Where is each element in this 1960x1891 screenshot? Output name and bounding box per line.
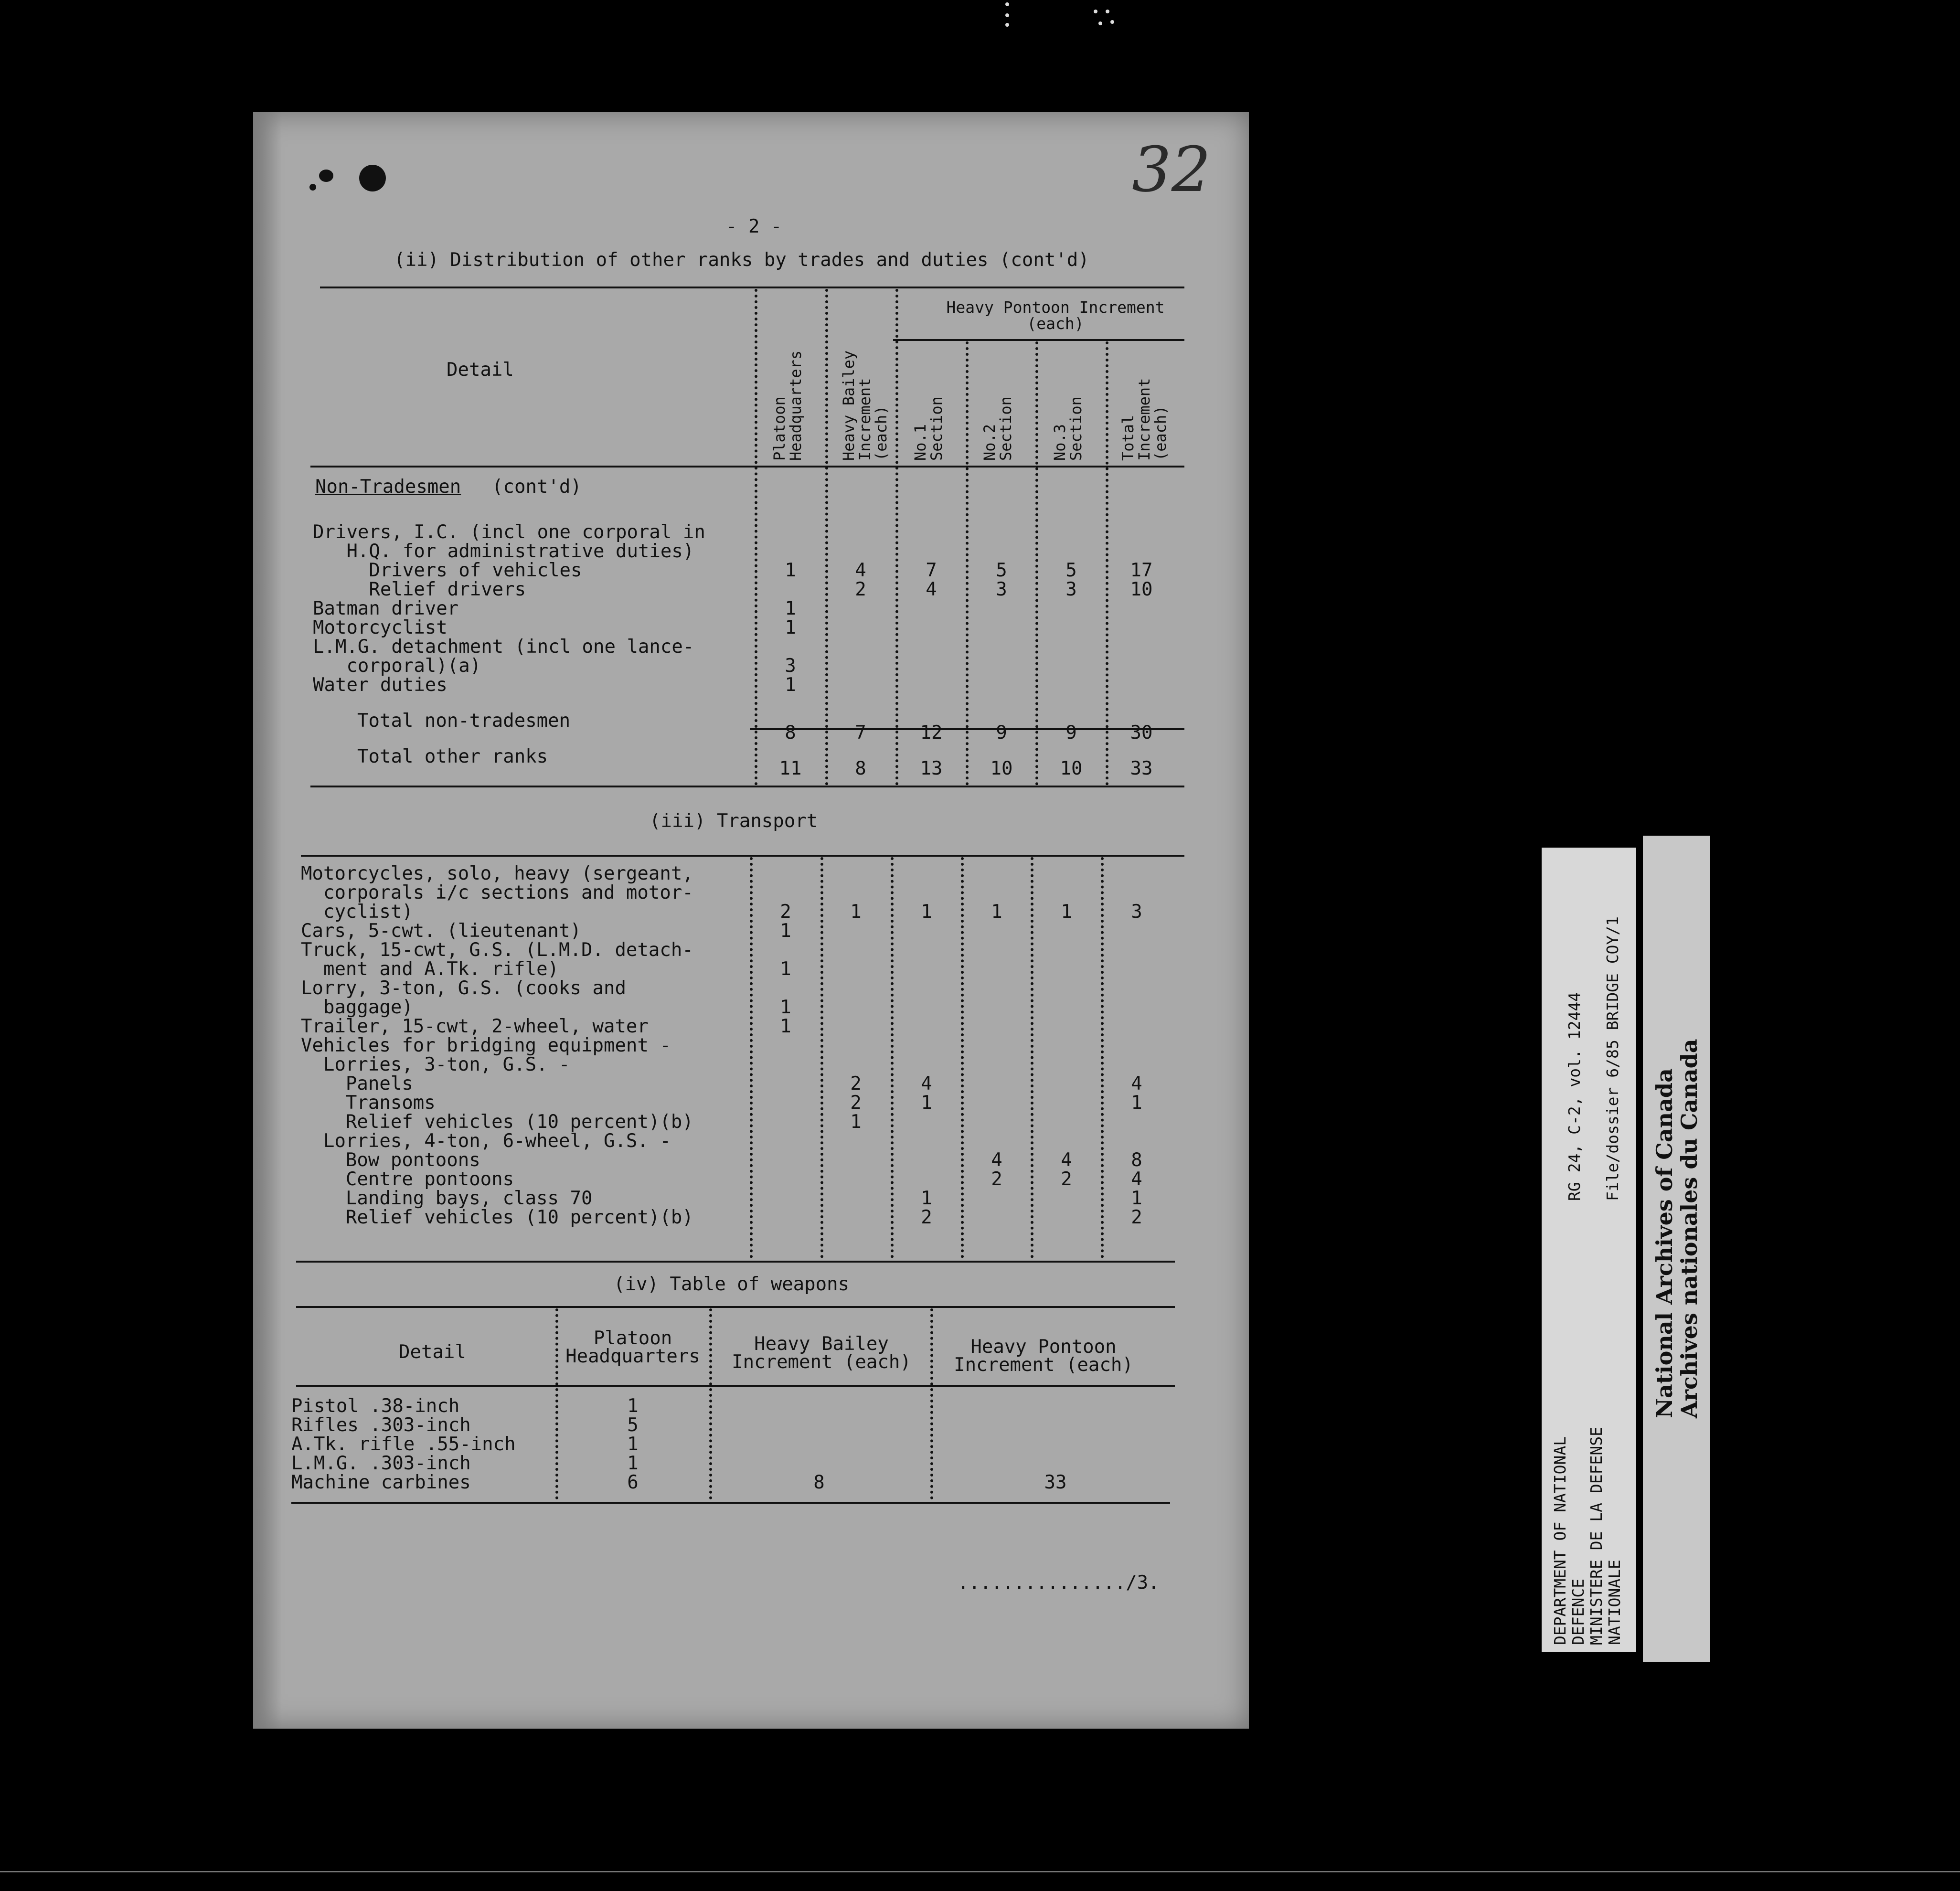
- column-divider: [966, 341, 969, 786]
- total-nt-s3: 9: [1065, 722, 1077, 744]
- stamp-line2: Archives nationales du Canada: [1676, 1039, 1702, 1418]
- weapons-header-hq-2: Headquarters: [565, 1346, 700, 1367]
- row-label: L.M.G. detachment (incl one lance-: [313, 636, 694, 658]
- cell-s2: 2: [991, 1169, 1002, 1190]
- cell-s3: 4: [1061, 1149, 1072, 1171]
- cell-s2: 4: [991, 1149, 1002, 1171]
- table-rule: [310, 466, 1184, 467]
- total-or-total: 33: [1130, 758, 1153, 779]
- label-line2: DEFENCE: [1569, 1578, 1587, 1645]
- header-no1-section: No.1 Section: [911, 396, 946, 461]
- column-divider: [930, 1308, 933, 1499]
- table-rule: [291, 1502, 1170, 1504]
- speck: [1098, 21, 1102, 25]
- speck: [1106, 10, 1109, 13]
- total-other-ranks-label: Total other ranks: [357, 746, 548, 767]
- row-label: cyclist): [301, 901, 413, 923]
- speck: [1005, 23, 1009, 27]
- row-label: ment and A.Tk. rifle): [301, 958, 559, 980]
- row-label: H.Q. for administrative duties): [313, 541, 694, 562]
- table-rule: [320, 287, 1184, 288]
- total-nt-bailey: 7: [855, 722, 866, 744]
- cell-s1: 1: [921, 901, 932, 923]
- cell-total: 17: [1130, 560, 1153, 581]
- cell-total: 2: [1131, 1207, 1142, 1228]
- label-line1: DEPARTMENT OF NATIONAL: [1551, 1436, 1569, 1645]
- row-label: Motorcycles, solo, heavy (sergeant,: [301, 863, 693, 884]
- row-label: Lorry, 3-ton, G.S. (cooks and: [301, 977, 626, 999]
- column-divider: [755, 289, 757, 786]
- row-label: Transoms: [301, 1092, 436, 1114]
- section-iv-title: (iv) Table of weapons: [614, 1274, 850, 1295]
- document-sheet: [253, 112, 1249, 1729]
- header-no3-section: No.3 Section: [1051, 396, 1085, 461]
- total-nt-hq: 8: [785, 722, 796, 744]
- cell-bailey: 8: [813, 1472, 825, 1493]
- row-label: Lorries, 4-ton, 6-wheel, G.S. -: [301, 1130, 671, 1152]
- row-label: Vehicles for bridging equipment -: [301, 1035, 671, 1056]
- ink-blot: [319, 170, 333, 182]
- table-rule: [296, 1261, 1175, 1263]
- cell-bailey: 2: [855, 579, 866, 600]
- row-label: corporals i/c sections and motor-: [301, 882, 693, 903]
- row-label: Landing bays, class 70: [301, 1188, 593, 1209]
- total-nt-s1: 12: [920, 722, 943, 744]
- cell-s1: 1: [921, 1092, 932, 1114]
- subheading-suffix: (cont'd): [492, 476, 582, 498]
- table-rule: [296, 1306, 1175, 1308]
- cell-bailey: 2: [850, 1092, 862, 1114]
- cell-bailey: 1: [850, 901, 862, 923]
- label-ref1: RG 24, C-2, vol. 12444: [1565, 992, 1584, 1201]
- cell-bailey: 1: [850, 1111, 862, 1133]
- cell-s3: 1: [1061, 901, 1072, 923]
- cell-hq: 1: [780, 1016, 791, 1037]
- ink-blot: [359, 165, 386, 191]
- cell-hq: 5: [627, 1414, 639, 1436]
- cell-s3: 5: [1065, 560, 1077, 581]
- total-nt-total: 30: [1130, 722, 1153, 744]
- column-divider: [1031, 857, 1033, 1258]
- cell-pontoon: 33: [1044, 1472, 1067, 1493]
- cell-total: 4: [1131, 1073, 1142, 1094]
- table-rule: [893, 339, 1184, 341]
- speck: [1005, 2, 1009, 6]
- cell-total: 10: [1130, 579, 1153, 600]
- cell-s3: 2: [1061, 1169, 1072, 1190]
- row-label: Relief vehicles (10 percent)(b): [301, 1111, 693, 1133]
- weapons-header-hq-1: Platoon: [593, 1328, 672, 1349]
- row-label: Truck, 15-cwt, G.S. (L.M.D. detach-: [301, 939, 693, 961]
- column-divider: [709, 1308, 712, 1499]
- ink-blot: [309, 184, 316, 191]
- cell-hq: 1: [780, 997, 791, 1018]
- row-label: Panels: [301, 1073, 413, 1094]
- cell-s3: 3: [1065, 579, 1077, 600]
- header-platoon-hq: Platoon Headquarters: [770, 350, 805, 461]
- cell-bailey: 2: [850, 1073, 862, 1094]
- column-divider: [1101, 857, 1104, 1258]
- weapons-header-pontoon-1: Heavy Pontoon: [970, 1336, 1117, 1358]
- speck: [1005, 13, 1009, 17]
- row-label: baggage): [301, 997, 413, 1018]
- weapons-header-bailey-2: Increment (each): [732, 1351, 911, 1373]
- row-label: Drivers of vehicles: [313, 560, 582, 581]
- row-label: Rifles .303-inch: [291, 1414, 471, 1436]
- row-label: Drivers, I.C. (incl one corporal in: [313, 521, 705, 543]
- archive-stamp: [1643, 836, 1710, 1662]
- cell-hq: 6: [627, 1472, 639, 1493]
- label-line4: NATIONALE: [1605, 1560, 1624, 1645]
- weapons-header-detail: Detail: [399, 1341, 466, 1363]
- total-or-s2: 10: [990, 758, 1013, 779]
- section-iii-title: (iii) Transport: [650, 810, 818, 832]
- row-label: Lorries, 3-ton, G.S. -: [301, 1054, 570, 1075]
- weapons-header-bailey-1: Heavy Bailey: [754, 1333, 889, 1355]
- cell-hq: 1: [627, 1453, 639, 1474]
- cell-s1: 4: [926, 579, 937, 600]
- label-ref2: File/dossier 6/85 BRIDGE COY/1: [1603, 916, 1622, 1201]
- column-divider: [1035, 341, 1038, 786]
- cell-s2: 1: [991, 901, 1002, 923]
- total-nt-s2: 9: [996, 722, 1007, 744]
- cell-hq: 3: [785, 655, 796, 677]
- row-label: Relief vehicles (10 percent)(b): [301, 1207, 693, 1228]
- header-detail: Detail: [447, 359, 514, 381]
- cell-hq: 1: [785, 598, 796, 619]
- total-nontradesmen-label: Total non-tradesmen: [357, 710, 571, 732]
- archive-reference-label: [1542, 848, 1636, 1652]
- cell-hq: 1: [785, 674, 796, 696]
- header-heavy-pontoon: Heavy Pontoon Increment (each): [946, 298, 1165, 333]
- row-label: Trailer, 15-cwt, 2-wheel, water: [301, 1016, 649, 1037]
- table-rule: [310, 786, 1184, 787]
- column-divider: [961, 857, 964, 1258]
- cell-s1: 4: [921, 1073, 932, 1094]
- row-label: Centre pontoons: [301, 1169, 514, 1190]
- label-line3: MINISTERE DE LA DEFENSE: [1587, 1427, 1606, 1645]
- cell-hq: 2: [780, 901, 791, 923]
- row-label: Pistol .38-inch: [291, 1395, 460, 1417]
- column-divider: [895, 289, 898, 786]
- cell-hq: 1: [785, 560, 796, 581]
- cell-total: 1: [1131, 1092, 1142, 1114]
- row-label: corporal)(a): [313, 655, 481, 677]
- weapons-header-pontoon-2: Increment (each): [954, 1354, 1133, 1376]
- column-divider: [820, 857, 823, 1258]
- column-divider: [891, 857, 894, 1258]
- table-rule: [296, 1385, 1175, 1387]
- row-label: Cars, 5-cwt. (lieutenant): [301, 920, 581, 942]
- cell-hq: 1: [627, 1395, 639, 1417]
- row-label: Motorcyclist: [313, 617, 447, 638]
- frame-edge: [0, 1871, 1960, 1872]
- row-label: Relief drivers: [313, 579, 526, 600]
- speck: [1094, 10, 1097, 13]
- total-or-bailey: 8: [855, 758, 866, 779]
- cell-s2: 3: [996, 579, 1007, 600]
- stamp-line1: National Archives of Canada: [1651, 1068, 1677, 1418]
- column-divider: [1106, 341, 1108, 786]
- table-rule: [301, 855, 1184, 857]
- cell-total: 1: [1131, 1188, 1142, 1209]
- row-label: Machine carbines: [291, 1472, 471, 1493]
- section-ii-title: (ii) Distribution of other ranks by trades and duties (cont'd): [394, 249, 1089, 271]
- row-label: Water duties: [313, 674, 447, 696]
- column-divider: [555, 1308, 558, 1499]
- cell-s1: 1: [921, 1188, 932, 1209]
- header-heavy-bailey: Heavy Bailey Increment (each): [840, 350, 890, 461]
- cell-hq: 1: [627, 1434, 639, 1455]
- handwritten-folio: 32: [1132, 133, 1211, 206]
- row-label: Batman driver: [313, 598, 459, 619]
- table-rule: [750, 728, 1184, 730]
- cell-bailey: 4: [855, 560, 866, 581]
- cell-total: 3: [1131, 901, 1142, 923]
- page-number: - 2 -: [726, 216, 782, 237]
- cell-s1: 7: [926, 560, 937, 581]
- cell-hq: 1: [785, 617, 796, 638]
- row-label: L.M.G. .303-inch: [291, 1453, 471, 1474]
- subheading-non-tradesmen: Non-Tradesmen: [315, 476, 461, 498]
- speck: [1110, 20, 1114, 24]
- cell-s2: 5: [996, 560, 1007, 581]
- continuation-marker: .............../3.: [958, 1572, 1160, 1594]
- row-label: A.Tk. rifle .55-inch: [291, 1434, 516, 1455]
- total-or-s1: 13: [920, 758, 943, 779]
- total-or-s3: 10: [1060, 758, 1083, 779]
- cell-hq: 1: [780, 958, 791, 980]
- cell-s1: 2: [921, 1207, 932, 1228]
- header-no2-section: No.2 Section: [980, 396, 1015, 461]
- column-divider: [750, 857, 753, 1258]
- cell-hq: 1: [780, 920, 791, 942]
- cell-total: 4: [1131, 1169, 1142, 1190]
- column-divider: [825, 289, 828, 786]
- cell-total: 8: [1131, 1149, 1142, 1171]
- row-label: Bow pontoons: [301, 1149, 480, 1171]
- header-total-increment: Total Increment (each): [1119, 378, 1170, 461]
- total-or-hq: 11: [779, 758, 802, 779]
